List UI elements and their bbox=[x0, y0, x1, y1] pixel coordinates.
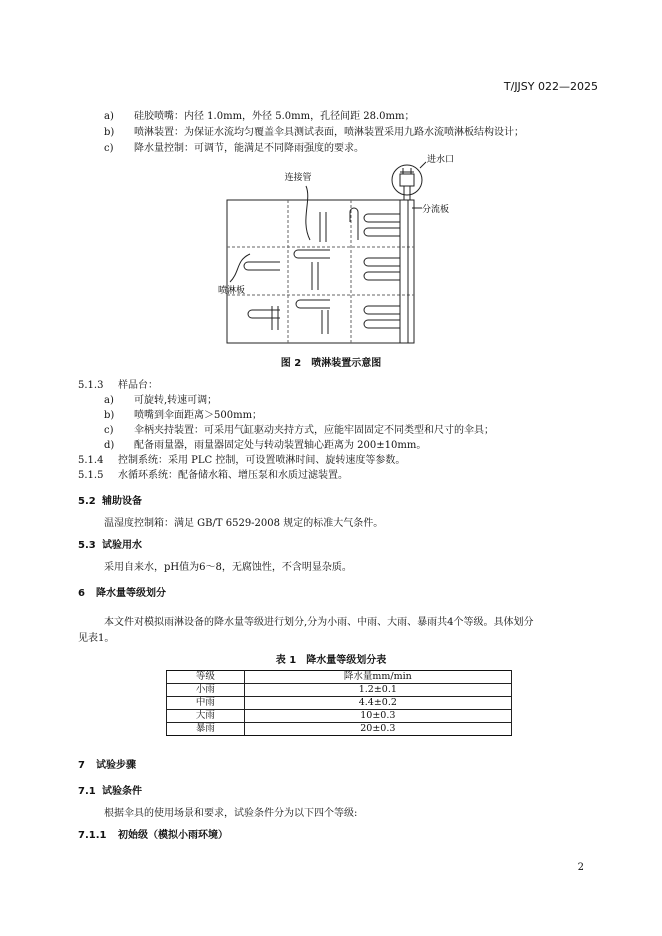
list-item bbox=[104, 436, 426, 451]
section-5-2-heading bbox=[78, 492, 142, 507]
section-title: 初始级（模拟小雨环境） bbox=[118, 830, 228, 841]
list-text: 伞柄夹持装置：可采用气缸驱动夹持方式，应能牢固固定不同类型和尺寸的伞具； bbox=[134, 425, 494, 436]
section-6-body-line2: 见表1。 bbox=[78, 633, 115, 644]
list-label: b) bbox=[104, 410, 115, 421]
section-title: 辅助设备 bbox=[102, 496, 142, 507]
section-title: 试验步骤 bbox=[96, 760, 136, 771]
table-header-row bbox=[167, 671, 512, 684]
section-7-1-body: 根据伞具的使用场景和要求，试验条件分为以下四个等级: bbox=[104, 808, 358, 819]
section-text: 水循环系统：配备储水箱、增压泵和水质过滤装置。 bbox=[118, 470, 348, 481]
table-cell: 中雨 bbox=[167, 697, 245, 710]
list-item bbox=[104, 123, 524, 138]
list-text: 降水量控制：可调节，能满足不同降雨强度的要求。 bbox=[134, 143, 364, 154]
list-text: 配备雨量器，雨量器固定处与转动装置轴心距离为 200±10mm。 bbox=[134, 440, 427, 451]
section-5-1-4 bbox=[78, 451, 405, 466]
list-text: 喷淋装置：为保证水流均匀覆盖伞具测试表面，喷淋装置采用九路水流喷淋板结构设计； bbox=[134, 127, 524, 138]
list-label: c) bbox=[104, 425, 114, 436]
section-number: 5.1.4 bbox=[78, 455, 104, 466]
spray-plate-label: 喷淋板 bbox=[218, 286, 246, 296]
section-number: 5.3 bbox=[78, 540, 96, 551]
doc-code: T/JJSY 022—2025 bbox=[503, 80, 598, 93]
section-number: 5.1.3 bbox=[78, 380, 104, 391]
section-6-body-line1: 本文件对模拟雨淋设备的降水量等级进行划分,分为小雨、中雨、大雨、暴雨共4个等级。具体划分 bbox=[104, 617, 534, 628]
section-title: 试验用水 bbox=[102, 540, 142, 551]
connector-label: 连接管 bbox=[284, 173, 312, 183]
table-header: 等级 bbox=[167, 671, 245, 684]
section-number: 7.1.1 bbox=[78, 830, 107, 841]
section-title: 试验条件 bbox=[102, 786, 142, 797]
list-text: 喷嘴到伞面距离＞500mm； bbox=[134, 410, 263, 421]
page-number: 2 bbox=[577, 862, 584, 873]
splitter-label: 分流板 bbox=[422, 205, 450, 215]
list-item bbox=[104, 107, 415, 122]
list-text: 硅胶喷嘴：内径 1.0mm，外径 5.0mm，孔径间距 28.0mm； bbox=[134, 111, 415, 122]
inlet-circle bbox=[392, 165, 422, 195]
table-cell: 暴雨 bbox=[167, 723, 245, 736]
table-row bbox=[167, 684, 512, 697]
section-6-heading bbox=[78, 584, 166, 599]
section-title: 降水量等级划分 bbox=[96, 588, 166, 599]
section-text: 控制系统：采用 PLC 控制，可设置喷淋时间、旋转速度等参数。 bbox=[118, 455, 406, 466]
list-text: 可旋转,转速可调； bbox=[134, 395, 218, 406]
table-row bbox=[167, 697, 512, 710]
rainfall-level-table bbox=[166, 670, 512, 736]
table-row bbox=[167, 723, 512, 736]
table-cell: 小雨 bbox=[167, 684, 245, 697]
table-cell: 1.2±0.1 bbox=[244, 684, 511, 697]
list-item bbox=[104, 391, 217, 406]
list-item bbox=[104, 421, 494, 436]
inlet-label: 进水口 bbox=[427, 155, 455, 165]
section-5-2-body: 温湿度控制箱：满足 GB/T 6529-2008 规定的标准大气条件。 bbox=[104, 518, 384, 529]
section-number: 5.1.5 bbox=[78, 470, 104, 481]
list-label: c) bbox=[104, 143, 114, 154]
table-cell: 20±0.3 bbox=[244, 723, 511, 736]
section-5-1-3 bbox=[78, 376, 158, 391]
list-label: d) bbox=[104, 440, 115, 451]
table-header: 降水量mm/min bbox=[244, 671, 511, 684]
figure-caption: 图 2 喷淋装置示意图 bbox=[280, 358, 382, 369]
section-7-heading bbox=[78, 756, 136, 771]
section-5-1-5 bbox=[78, 466, 348, 481]
table-row bbox=[167, 710, 512, 723]
section-number: 7.1 bbox=[78, 786, 96, 797]
section-5-3-heading bbox=[78, 536, 142, 551]
section-7-1-heading bbox=[78, 782, 142, 797]
list-item bbox=[104, 406, 262, 421]
section-title: 样品台： bbox=[118, 380, 158, 391]
list-label: a) bbox=[104, 395, 114, 406]
section-5-3-body: 采用自来水，pH值为6～8，无腐蚀性，不含明显杂质。 bbox=[104, 562, 352, 573]
section-7-1-1-heading bbox=[78, 826, 228, 841]
section-number: 6 bbox=[78, 588, 85, 599]
table-cell: 大雨 bbox=[167, 710, 245, 723]
section-number: 5.2 bbox=[78, 496, 96, 507]
table-cell: 4.4±0.2 bbox=[244, 697, 511, 710]
list-label: b) bbox=[104, 127, 115, 138]
list-label: a) bbox=[104, 111, 114, 122]
table-cell: 10±0.3 bbox=[244, 710, 511, 723]
splitter-bar bbox=[400, 200, 408, 343]
spray-device-diagram bbox=[200, 150, 460, 350]
table-caption: 表 1 降水量等级划分表 bbox=[275, 655, 387, 666]
section-number: 7 bbox=[78, 760, 85, 771]
